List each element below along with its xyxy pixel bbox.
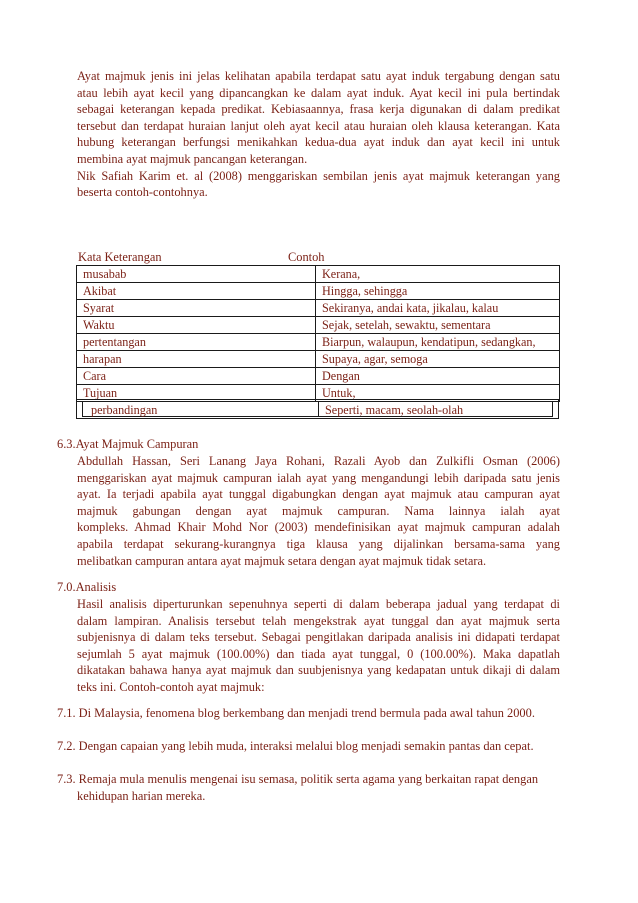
table-cell-kata: harapan [77, 351, 316, 368]
text-line: atau lebih ayat kecil yang dipancangkan ke dalam ayat induk. Ayat kecil ini pula bertindak [77, 85, 560, 100]
table-cell-contoh: Kerana, [316, 266, 560, 283]
table-cell-kata: pertentangan [77, 334, 316, 351]
table-cell-kata: Tujuan [77, 385, 316, 402]
table-row [77, 283, 560, 300]
text-line: 7.1. Di Malaysia, fenomena blog berkembang dan menjadi trend bermula pada awal tahun 2000. [57, 706, 535, 720]
table-cell-contoh: Supaya, agar, semoga [316, 351, 560, 368]
section-6-3-paragraph [77, 453, 560, 569]
example-7-3 [57, 771, 560, 804]
table-row [77, 351, 560, 368]
text-line: hubung keterangan berfungsi menikahkan kedua-dua ayat induk dan ayat kecil ini untuk [77, 135, 560, 150]
text-line: 7.2. Dengan capaian yang lebih muda, interaksi melalui blog menjadi semakin pantas dan cepat. [57, 739, 534, 753]
table-cell-contoh: Sekiranya, andai kata, jikalau, kalau [316, 300, 560, 317]
table-row [77, 300, 560, 317]
table-row [77, 334, 560, 351]
text-line: Abdullah Hassan, Seri Lanang Jaya Rohani, Razali Ayob dan Zulkifli Osman (2006) [77, 454, 560, 468]
table-divider [318, 402, 319, 416]
text-line: ayat. Ia terjadi apabila ayat tunggal digabungkan dengan ayat majmuk atau campuran ayat [77, 487, 560, 502]
text-line: teks ini. Contoh-contoh ayat majmuk: [77, 679, 265, 694]
table-header-kata: Kata Keterangan [78, 250, 162, 264]
text-line: apabila terdapat sekurang-kurangnya tiga klausa yang dijalinkan bersama-sama yang [77, 536, 560, 551]
table-cell-kata: Syarat [77, 300, 316, 317]
table-cell-contoh: Dengan [316, 368, 560, 385]
text-line: Ayat majmuk jenis ini jelas kelihatan apabila terdapat satu ayat induk tergabung dengan satu [77, 69, 560, 83]
table-cell-contoh: Untuk, [316, 385, 560, 402]
text-line: dalam lampiran. Analisis tersebut telah mengekstrak ayat tunggal dan ayat majmuk serta [77, 613, 560, 628]
text-line: membina ayat majmuk pancangan keterangan. [77, 151, 308, 166]
example-7-1 [57, 705, 560, 722]
text-line: sejumlah 5 ayat majmuk (100.00%) dan tiada ayat tunggal, 0 (100.00%). Maka dapatlah [77, 646, 560, 661]
table-cell-kata: Waktu [77, 317, 316, 334]
text-line: tersebut dan terdapat huraian lanjut oleh ayat kecil atau huraian oleh klausa keterangan. Kata [77, 118, 560, 133]
section-heading-6-3: 6.3.Ayat Majmuk Campuran [57, 437, 199, 451]
table-cell-kata: perbandingan [91, 403, 158, 417]
example-7-2 [57, 738, 560, 755]
table-cell-kata: Akibat [77, 283, 316, 300]
table-header-contoh: Contoh [288, 250, 325, 264]
table-row [77, 368, 560, 385]
table-row [77, 266, 560, 283]
intro-paragraph [77, 68, 560, 201]
text-line: 7.3. Remaja mula menulis mengenai isu semasa, politik serta agama yang berkaitan rapat dengan [57, 772, 539, 786]
table-cell-kata: Cara [77, 368, 316, 385]
table-cell-contoh: Seperti, macam, seolah-olah [325, 403, 464, 417]
text-line: beserta contoh-contohnya. [77, 185, 208, 200]
section-7-0-paragraph [77, 596, 560, 696]
text-line: kompleks. Ahmad Khair Mohd Nor (2003) mendefinisikan ayat majmuk campuran adalah [77, 520, 560, 535]
text-line: melibatkan campuran antara ayat majmuk setara dengan ayat majmuk tidak setara. [77, 553, 487, 568]
table-cell-contoh: Hingga, sehingga [316, 283, 560, 300]
table-cell-kata: musabab [77, 266, 316, 283]
keterangan-table [76, 265, 560, 402]
table-cell-contoh: Biarpun, walaupun, kendatipun, sedangkan, [316, 334, 560, 351]
text-line: sebagai keterangan kepada predikat. Kebiasaannya, frasa kerja digunakan di dalam predikat [77, 102, 560, 117]
text-line: subjenisnya di dalam teks tersebut. Sebagai pengitlakan daripada analisis ini didapati terdapat [77, 630, 560, 645]
text-line: majmuk gabungan dengan ayat majmuk campuran. Nama lainnya ialah ayat [77, 503, 560, 518]
table-row [77, 317, 560, 334]
text-line: Nik Safiah Karim et. al (2008) menggariskan sembilan jenis ayat majmuk keterangan yang [77, 168, 560, 183]
section-heading-7-0: 7.0.Analisis [57, 580, 117, 594]
text-line: Hasil analisis diperturunkan sepenuhnya seperti di dalam beberapa jadual yang terdapat di [77, 597, 560, 611]
table-cell-contoh: Sejak, setelah, sewaktu, sementara [316, 317, 560, 334]
table-last-row [82, 401, 553, 417]
text-line: kehidupan harian mereka. [77, 788, 206, 803]
text-line: dikatakan bahawa hanya ayat majmuk dan suubjenisnya yang kedapatan untuk dikaji di dalam [77, 663, 560, 678]
text-line: menggariskan ayat majmuk campuran ialah ayat yang mengandungi lebih daripada satu jenis [77, 470, 560, 485]
